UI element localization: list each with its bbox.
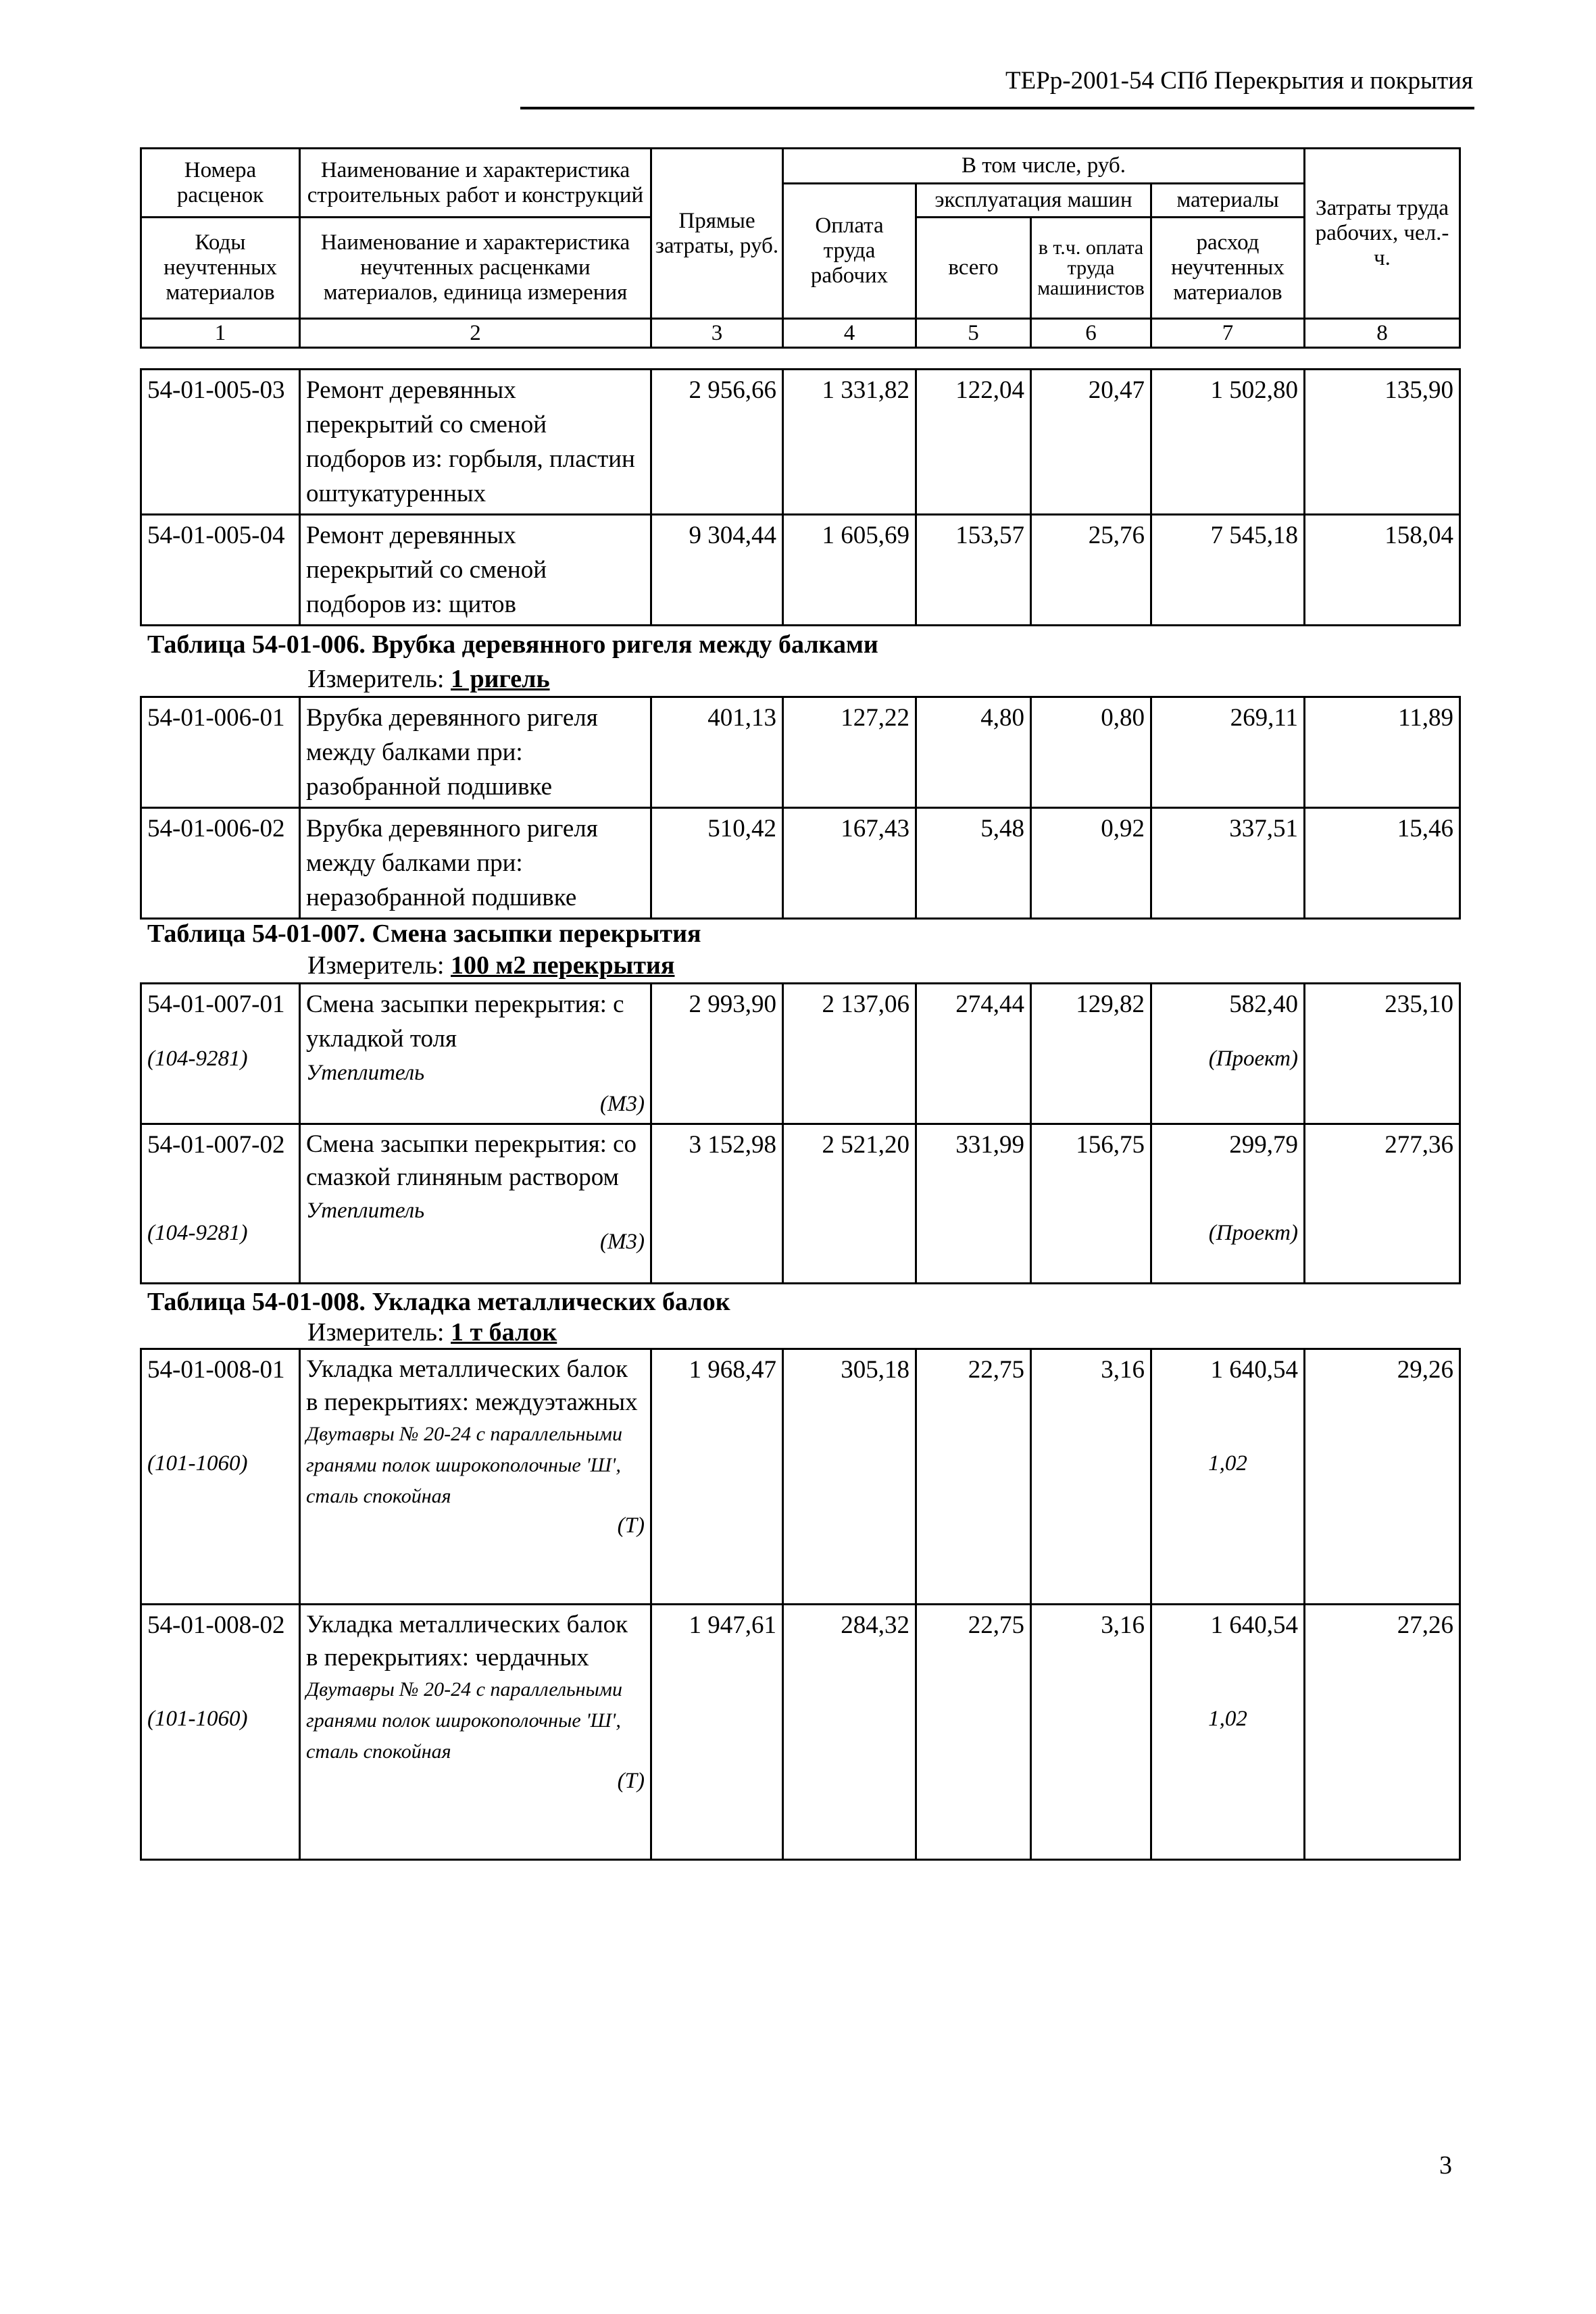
labor-cost: 2 521,20 — [783, 1124, 916, 1284]
material-unit: (Т) — [617, 1769, 645, 1793]
col-number: 5 — [916, 319, 1031, 348]
material-unit: (М3) — [600, 1230, 645, 1254]
labor-cost: 167,43 — [783, 808, 916, 919]
machines-cost: 22,75 — [916, 1605, 1031, 1860]
machinists-cost: 0,92 — [1031, 808, 1151, 919]
direct-cost: 401,13 — [651, 697, 783, 808]
machines-cost: 153,57 — [916, 515, 1031, 626]
labor-cost: 1 605,69 — [783, 515, 916, 626]
col-number: 8 — [1305, 319, 1460, 348]
col-number: 3 — [651, 319, 783, 348]
materials-cost: 299,79 — [1229, 1131, 1298, 1159]
machines-cost: 5,48 — [916, 808, 1031, 919]
material-unit: (М3) — [600, 1092, 645, 1116]
machinists-cost: 156,75 — [1031, 1124, 1151, 1284]
table-007-title: Таблица 54-01-007. Смена засыпки перекрытия — [147, 920, 701, 948]
direct-cost: 3 152,98 — [651, 1124, 783, 1284]
material-name: Утеплитель — [306, 1199, 425, 1223]
work-name: Укладка металлических балок в перекрытиях: чердачных — [306, 1611, 628, 1671]
rate-code: 54-01-006-01 — [141, 697, 300, 808]
table-006-meter — [307, 664, 550, 694]
col-2-top: Наименование и характеристика строительных работ и конструкций — [300, 149, 651, 218]
col-7: расход неучтенных материалов — [1151, 218, 1305, 319]
materials-cell — [1151, 1124, 1305, 1284]
rate-cell — [141, 1349, 300, 1605]
rate-cell — [141, 1124, 300, 1284]
col-6: в т.ч. оплата труда машинистов — [1031, 218, 1151, 319]
labor-hours: 11,89 — [1305, 697, 1460, 808]
rate-code: 54-01-008-01 — [147, 1356, 285, 1384]
labor-hours: 135,90 — [1305, 370, 1460, 515]
col-number: 7 — [1151, 319, 1305, 348]
labor-hours: 15,46 — [1305, 808, 1460, 919]
material-qty: 1,02 — [1208, 1451, 1247, 1476]
table-row — [141, 984, 1460, 1124]
col-number: 2 — [300, 319, 651, 348]
table-row — [141, 515, 1460, 626]
table-row — [141, 808, 1460, 919]
col-3: Прямые затраты, руб. — [651, 149, 783, 319]
meter-value: 1 ригель — [451, 665, 550, 693]
machinists-cost: 129,82 — [1031, 984, 1151, 1124]
meter-label: Измеритель: — [307, 665, 445, 693]
page-number: 3 — [1439, 2151, 1452, 2180]
table-006 — [140, 696, 1461, 920]
materials-cost: 337,51 — [1151, 808, 1305, 919]
materials-cell — [1151, 1605, 1305, 1860]
labor-cost: 305,18 — [783, 1349, 916, 1605]
col-4: Оплата труда рабочих — [783, 184, 916, 319]
rate-cell — [141, 1605, 300, 1860]
work-cell — [300, 1605, 651, 1860]
materials-cell — [1151, 1349, 1305, 1605]
group-header: В том числе, руб. — [783, 149, 1305, 184]
material-code: (104-9281) — [147, 1047, 248, 1071]
labor-hours: 158,04 — [1305, 515, 1460, 626]
material-code: (101-1060) — [147, 1451, 248, 1476]
rate-code: 54-01-007-02 — [147, 1131, 285, 1159]
col-number: 4 — [783, 319, 916, 348]
table-007-meter — [307, 951, 674, 980]
material-qty: 1,02 — [1208, 1707, 1247, 1731]
table-row — [141, 1349, 1460, 1605]
table-007 — [140, 982, 1461, 1284]
labor-cost: 127,22 — [783, 697, 916, 808]
col-1-top: Номера расценок — [141, 149, 300, 218]
direct-cost: 2 993,90 — [651, 984, 783, 1124]
work-cell — [300, 1124, 651, 1284]
rate-code: 54-01-008-02 — [147, 1611, 285, 1639]
rate-cell — [141, 984, 300, 1124]
meter-value: 1 т балок — [451, 1318, 557, 1347]
labor-hours: 235,10 — [1305, 984, 1460, 1124]
rate-code: 54-01-005-03 — [141, 370, 300, 515]
machines-cost: 22,75 — [916, 1349, 1031, 1605]
material-unit: (Т) — [617, 1513, 645, 1538]
table-008-title: Таблица 54-01-008. Укладка металлических балок — [147, 1288, 730, 1316]
materials-header: материалы — [1151, 184, 1305, 218]
col-number: 6 — [1031, 319, 1151, 348]
col-2-bottom: Наименование и характеристика неучтенных расценками материалов, единица измерения — [300, 218, 651, 319]
col-8: Затраты труда рабочих, чел.-ч. — [1305, 149, 1460, 319]
machines-cost: 122,04 — [916, 370, 1031, 515]
meter-value: 100 м2 перекрытия — [451, 951, 675, 980]
machinists-cost: 0,80 — [1031, 697, 1151, 808]
machinists-cost: 25,76 — [1031, 515, 1151, 626]
work-cell — [300, 984, 651, 1124]
labor-hours: 27,26 — [1305, 1605, 1460, 1860]
direct-cost: 9 304,44 — [651, 515, 783, 626]
materials-cost: 7 545,18 — [1151, 515, 1305, 626]
work-name: Ремонт деревянных перекрытий со сменой подборов из: горбыля, пластин оштукатуренных — [300, 370, 651, 515]
direct-cost: 2 956,66 — [651, 370, 783, 515]
machines-cost: 331,99 — [916, 1124, 1031, 1284]
material-qty: (Проект) — [1208, 1221, 1298, 1245]
work-name: Смена засыпки перекрытия: с укладкой толя — [306, 990, 624, 1053]
table-row — [141, 370, 1460, 515]
labor-hours: 277,36 — [1305, 1124, 1460, 1284]
materials-cost: 269,11 — [1151, 697, 1305, 808]
machinists-cost: 3,16 — [1031, 1605, 1151, 1860]
work-name: Врубка деревянного ригеля между балками при: неразобранной подшивке — [300, 808, 651, 919]
table-008 — [140, 1348, 1461, 1861]
materials-cell — [1151, 984, 1305, 1124]
materials-cost: 1 640,54 — [1210, 1356, 1298, 1384]
col-number: 1 — [141, 319, 300, 348]
work-name: Врубка деревянного ригеля между балками при: разобранной подшивке — [300, 697, 651, 808]
machinists-cost: 3,16 — [1031, 1349, 1151, 1605]
work-name: Ремонт деревянных перекрытий со сменой подборов из: щитов — [300, 515, 651, 626]
header-rule — [520, 107, 1474, 109]
rate-code: 54-01-006-02 — [141, 808, 300, 919]
material-code: (101-1060) — [147, 1707, 248, 1731]
materials-cost: 582,40 — [1229, 990, 1298, 1018]
material-code: (104-9281) — [147, 1221, 248, 1245]
direct-cost: 510,42 — [651, 808, 783, 919]
rate-code: 54-01-005-04 — [141, 515, 300, 626]
table-005 — [140, 368, 1461, 626]
machines-cost: 4,80 — [916, 697, 1031, 808]
materials-cost: 1 502,80 — [1151, 370, 1305, 515]
material-name: Двутавры № 20-24 с параллельными гранями полок широкополочные 'Ш', сталь спокойная — [306, 1678, 622, 1763]
direct-cost: 1 968,47 — [651, 1349, 783, 1605]
table-row — [141, 1124, 1460, 1284]
running-header: ТЕРр-2001-54 СПб Перекрытия и покрытия — [1005, 67, 1473, 95]
labor-cost: 2 137,06 — [783, 984, 916, 1124]
column-header-table — [140, 147, 1461, 349]
machinists-cost: 20,47 — [1031, 370, 1151, 515]
table-008-meter — [307, 1317, 557, 1347]
direct-cost: 1 947,61 — [651, 1605, 783, 1860]
work-cell — [300, 1349, 651, 1605]
machines-cost: 274,44 — [916, 984, 1031, 1124]
material-name: Двутавры № 20-24 с параллельными гранями полок широкополочные 'Ш', сталь спокойная — [306, 1423, 622, 1507]
rate-code: 54-01-007-01 — [147, 990, 285, 1018]
meter-label: Измеритель: — [307, 1318, 445, 1347]
table-006-title: Таблица 54-01-006. Врубка деревянного ригеля между балками — [147, 630, 878, 659]
meter-label: Измеритель: — [307, 951, 445, 980]
machines-header: эксплуатация машин — [916, 184, 1151, 218]
material-qty: (Проект) — [1208, 1047, 1298, 1071]
labor-cost: 1 331,82 — [783, 370, 916, 515]
labor-hours: 29,26 — [1305, 1349, 1460, 1605]
labor-cost: 284,32 — [783, 1605, 916, 1860]
table-row — [141, 697, 1460, 808]
material-name: Утеплитель — [306, 1061, 425, 1085]
table-row — [141, 1605, 1460, 1860]
materials-cost: 1 640,54 — [1210, 1611, 1298, 1639]
col-1-bottom: Коды неучтенных материалов — [141, 218, 300, 319]
col-5: всего — [916, 218, 1031, 319]
work-name: Укладка металлических балок в перекрытиях: междуэтажных — [306, 1355, 638, 1416]
work-name: Смена засыпки перекрытия: со смазкой глиняным раствором — [306, 1130, 637, 1191]
